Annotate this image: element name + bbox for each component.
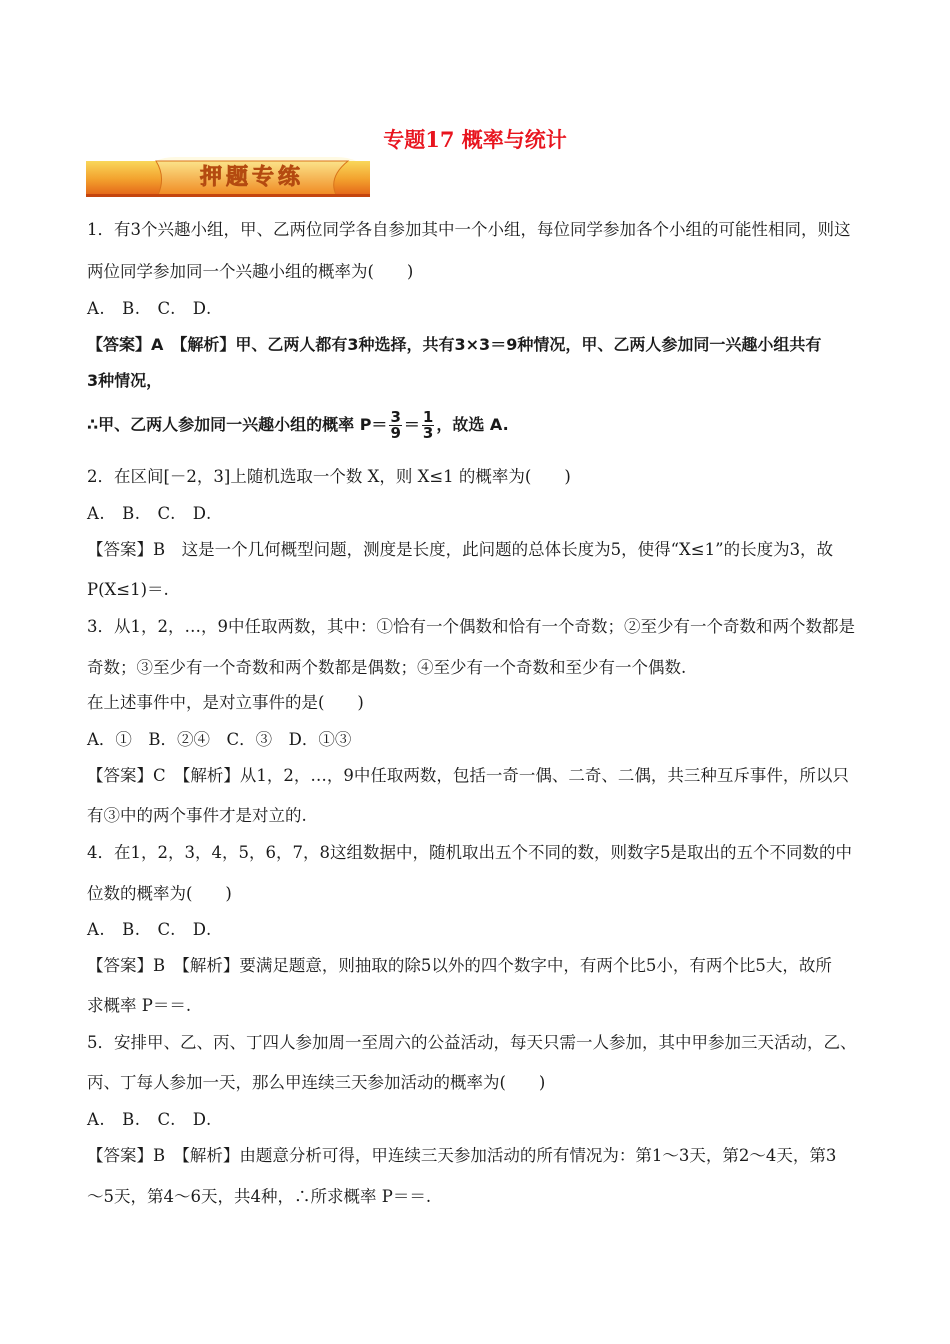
q3-stem-line-3: 在上述事件中，是对立事件的是( ): [87, 693, 364, 712]
fraction-three-ninths: [389, 410, 401, 441]
q4-stem-line-1: 4．在1，2，3，4，5，6，7，8这组数据中，随机取出五个不同的数，则数字5是取出的五个不同数的中: [87, 843, 852, 862]
q2-stem-line-1: 2．在区间[－2，3]上随机选取一个数 X，则 X≤1 的概率为( ): [87, 467, 571, 486]
q4-options: A. B. C. D.: [87, 920, 212, 939]
q3-stem-line-2: 奇数；③至少有一个奇数和两个数都是偶数；④至少有一个奇数和至少有一个偶数.: [87, 658, 687, 677]
fraction-denominator: 3: [422, 424, 434, 442]
q3-answer-line-1: 【答案】C 【解析】从1，2，…，9中任取两数，包括一奇一偶、二奇、二偶，共三种互斥事件，所以只: [87, 766, 849, 785]
q1-answer-line-3: [87, 410, 509, 441]
q1-answer-3-pre: ∴甲、乙两人参加同一兴趣小组的概率 P＝: [87, 415, 388, 434]
equals-sign: ＝: [403, 415, 420, 434]
banner-label: 押题专练: [199, 165, 305, 190]
q5-stem-line-1: 5．安排甲、乙、丙、丁四人参加周一至周六的公益活动，每天只需一人参加，其中甲参加三天活动，乙、: [87, 1033, 857, 1052]
q5-answer-line-1: 【答案】B 【解析】由题意分析可得，甲连续三天参加活动的所有情况为：第1～3天，第2～4天，第3: [87, 1146, 837, 1165]
fraction-numerator: 3: [390, 408, 401, 426]
q4-stem-line-2: 位数的概率为( ): [87, 884, 232, 903]
q5-answer-line-2: ～5天，第4～6天，共4种，∴所求概率 P＝＝.: [87, 1187, 432, 1206]
banner-graphic: [86, 157, 370, 197]
q1-answer-3-post: ，故选 A.: [436, 415, 509, 434]
q1-answer-line-2: 3种情况，: [87, 371, 163, 390]
q3-answer-line-2: 有③中的两个事件才是对立的.: [87, 806, 307, 825]
page-title: 专题17 概率与统计: [383, 127, 567, 152]
fraction-one-third: [422, 410, 434, 441]
q3-options: A．① B．②④ C．③ D．①③: [87, 730, 352, 749]
section-banner: [86, 157, 370, 197]
fraction-denominator: 9: [390, 424, 401, 442]
fraction-numerator: 1: [422, 408, 434, 426]
q3-stem-line-1: 3．从1，2，…，9中任取两数，其中：①恰有一个偶数和恰有一个奇数；②至少有一个奇数和两个数都是: [87, 617, 855, 636]
q2-options: A. B. C. D.: [87, 504, 212, 523]
q1-stem-line-2: 两位同学参加同一个兴趣小组的概率为( ): [87, 262, 414, 281]
q1-answer-line-1: 【答案】A 【解析】甲、乙两人都有3种选择，共有3×3＝9种情况，甲、乙两人参加同一兴趣小组共有: [87, 335, 822, 354]
q5-options: A. B. C. D.: [87, 1110, 212, 1129]
q2-answer-line-2: P(X≤1)＝.: [87, 580, 169, 599]
q4-answer-line-2: 求概率 P＝＝.: [87, 996, 192, 1015]
q5-stem-line-2: 丙、丁每人参加一天，那么甲连续三天参加活动的概率为( ): [87, 1073, 546, 1092]
q4-answer-line-1: 【答案】B 【解析】要满足题意，则抽取的除5以外的四个数字中，有两个比5小，有两个比5大，故所: [87, 956, 832, 975]
q1-options: A. B. C. D.: [87, 299, 212, 318]
q2-answer-line-1: 【答案】B 这是一个几何概型问题，测度是长度，此问题的总体长度为5，使得“X≤1”的长度为3，故: [87, 540, 834, 559]
q1-stem-line-1: 1．有3个兴趣小组，甲、乙两位同学各自参加其中一个小组，每位同学参加各个小组的可能性相同，则这: [87, 220, 851, 239]
